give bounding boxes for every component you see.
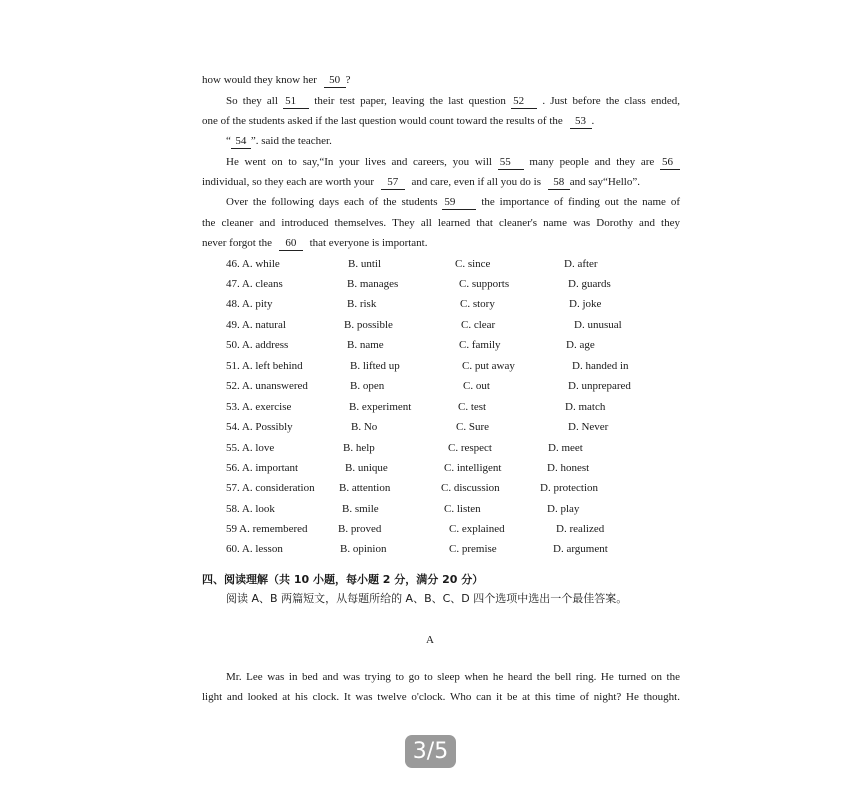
text: Over the following days each of the students <box>226 196 438 208</box>
text: ? <box>345 74 351 86</box>
text: Mr. Lee was in bed and was trying to go to sleep when he heard the bell ring. He turned on the <box>226 671 680 683</box>
passage-label: A <box>426 634 434 646</box>
option-54-c: C. Sure <box>456 421 489 433</box>
option-47-b: B. manages <box>347 278 399 290</box>
passage-line-8 <box>202 216 680 230</box>
option-51-d: D. handed in <box>572 360 629 372</box>
text: their test paper, leaving the last question <box>314 95 506 107</box>
option-57-a: 57. A. consideration <box>226 482 315 494</box>
option-49-a: 49. A. natural <box>226 319 286 331</box>
text: many people and they are <box>529 156 655 168</box>
option-55-c: C. respect <box>448 442 492 454</box>
option-54-a: 54. A. Possibly <box>226 421 293 433</box>
text: and say“Hello”. <box>569 176 640 188</box>
text: “ <box>226 135 231 147</box>
option-46-c: C. since <box>455 258 491 270</box>
option-51-a: 51. A. left behind <box>226 360 303 372</box>
reading-line-1 <box>226 670 680 684</box>
option-53-b: B. experiment <box>349 401 412 413</box>
option-51-b: B. lifted up <box>350 360 400 372</box>
blank-60: 60 <box>279 236 303 251</box>
passage-line-6 <box>202 175 640 190</box>
option-46-b: B. until <box>348 258 382 270</box>
page-indicator: 3/5 <box>405 735 456 768</box>
passage-line-1 <box>202 73 351 88</box>
option-55-d: D. meet <box>548 442 583 454</box>
text: how would they know her <box>202 74 317 86</box>
option-50-b: B. name <box>347 339 384 351</box>
option-46-a: 46. A. while <box>226 258 280 270</box>
blank-57: 57 <box>381 175 405 190</box>
text: the importance of finding out the name of <box>481 196 680 208</box>
option-49-b: B. possible <box>344 319 393 331</box>
option-54-b: B. No <box>351 421 378 433</box>
text: He went on to say,“In your lives and careers, you will <box>226 156 492 168</box>
text: the cleaner and introduced themselves. They all learned that cleaner's name was Dorothy and they <box>202 217 680 229</box>
blank-55: 55 <box>498 155 524 170</box>
text: that everyone is important. <box>309 237 428 249</box>
option-55-b: B. help <box>343 442 375 454</box>
passage-line-2 <box>226 94 680 109</box>
option-53-c: C. test <box>458 401 487 413</box>
text: ”. said the teacher. <box>250 135 332 147</box>
passage-line-4 <box>226 134 332 149</box>
text: light and looked at his clock. It was twelve o'clock. Who can it be at this time of night? He thought. <box>202 691 680 703</box>
text: . Just before the class ended, <box>542 95 681 107</box>
option-47-a: 47. A. cleans <box>226 278 283 290</box>
option-56-c: C. intelligent <box>444 462 502 474</box>
option-52-c: C. out <box>463 380 490 392</box>
option-55-a: 55. A. love <box>226 442 275 454</box>
option-50-c: C. family <box>459 339 501 351</box>
option-48-c: C. story <box>460 298 495 310</box>
option-56-a: 56. A. important <box>226 462 299 474</box>
option-59-d: D. realized <box>556 523 605 535</box>
section-instruction: 阅读 A、B 两篇短文，从每题所给的 A、B、C、D 四个选项中选出一个最佳答案。 <box>226 592 628 605</box>
blank-51: 51 <box>283 94 309 109</box>
text: and care, even if all you do is <box>411 176 541 188</box>
option-58-d: D. play <box>547 503 580 515</box>
option-59-b: B. proved <box>338 523 382 535</box>
option-60-c: C. premise <box>449 543 497 555</box>
option-51-c: C. put away <box>462 360 515 372</box>
option-54-d: D. Never <box>568 421 609 433</box>
passage-line-3 <box>202 114 594 129</box>
blank-54: 54 <box>231 134 251 149</box>
option-60-d: D. argument <box>553 543 608 555</box>
option-58-c: C. listen <box>444 503 481 515</box>
option-56-b: B. unique <box>345 462 388 474</box>
option-58-b: B. smile <box>342 503 379 515</box>
option-52-b: B. open <box>350 380 385 392</box>
text: So they all <box>226 95 278 107</box>
option-48-a: 48. A. pity <box>226 298 273 310</box>
blank-58: 58 <box>548 175 570 190</box>
text: individual, so they each are worth your <box>202 176 374 188</box>
option-57-d: D. protection <box>540 482 599 494</box>
text: one of the students asked if the last question would count toward the results of the <box>202 115 563 127</box>
option-50-d: D. age <box>566 339 595 351</box>
section-heading: 四、阅读理解（共 10 小题，每小题 2 分，满分 20 分） <box>202 573 484 586</box>
option-58-a: 58. A. look <box>226 503 275 515</box>
option-50-a: 50. A. address <box>226 339 289 351</box>
passage-line-5 <box>226 155 680 170</box>
passage-line-7 <box>226 195 680 210</box>
option-46-d: D. after <box>564 258 598 270</box>
option-48-d: D. joke <box>569 298 602 310</box>
text: never forgot the <box>202 237 273 249</box>
option-60-a: 60. A. lesson <box>226 543 283 555</box>
option-53-a: 53. A. exercise <box>226 401 292 413</box>
option-57-b: B. attention <box>339 482 391 494</box>
option-59-c: C. explained <box>449 523 505 535</box>
option-52-d: D. unprepared <box>568 380 631 392</box>
option-60-b: B. opinion <box>340 543 387 555</box>
blank-52: 52 <box>511 94 537 109</box>
blank-59: 59 <box>442 195 476 210</box>
option-48-b: B. risk <box>347 298 377 310</box>
option-56-d: D. honest <box>547 462 590 474</box>
option-52-a: 52. A. unanswered <box>226 380 308 392</box>
blank-56: 56 <box>660 155 680 170</box>
option-49-c: C. clear <box>461 319 496 331</box>
option-49-d: D. unusual <box>574 319 622 331</box>
option-47-d: D. guards <box>568 278 611 290</box>
option-59-a: 59 A. remembered <box>226 523 308 535</box>
option-47-c: C. supports <box>459 278 510 290</box>
text: . <box>591 115 595 127</box>
option-57-c: C. discussion <box>441 482 500 494</box>
option-53-d: D. match <box>565 401 606 413</box>
reading-line-2 <box>202 690 680 704</box>
blank-50: 50 <box>324 73 346 88</box>
passage-line-9 <box>202 236 427 251</box>
blank-53: 53 <box>570 114 592 129</box>
